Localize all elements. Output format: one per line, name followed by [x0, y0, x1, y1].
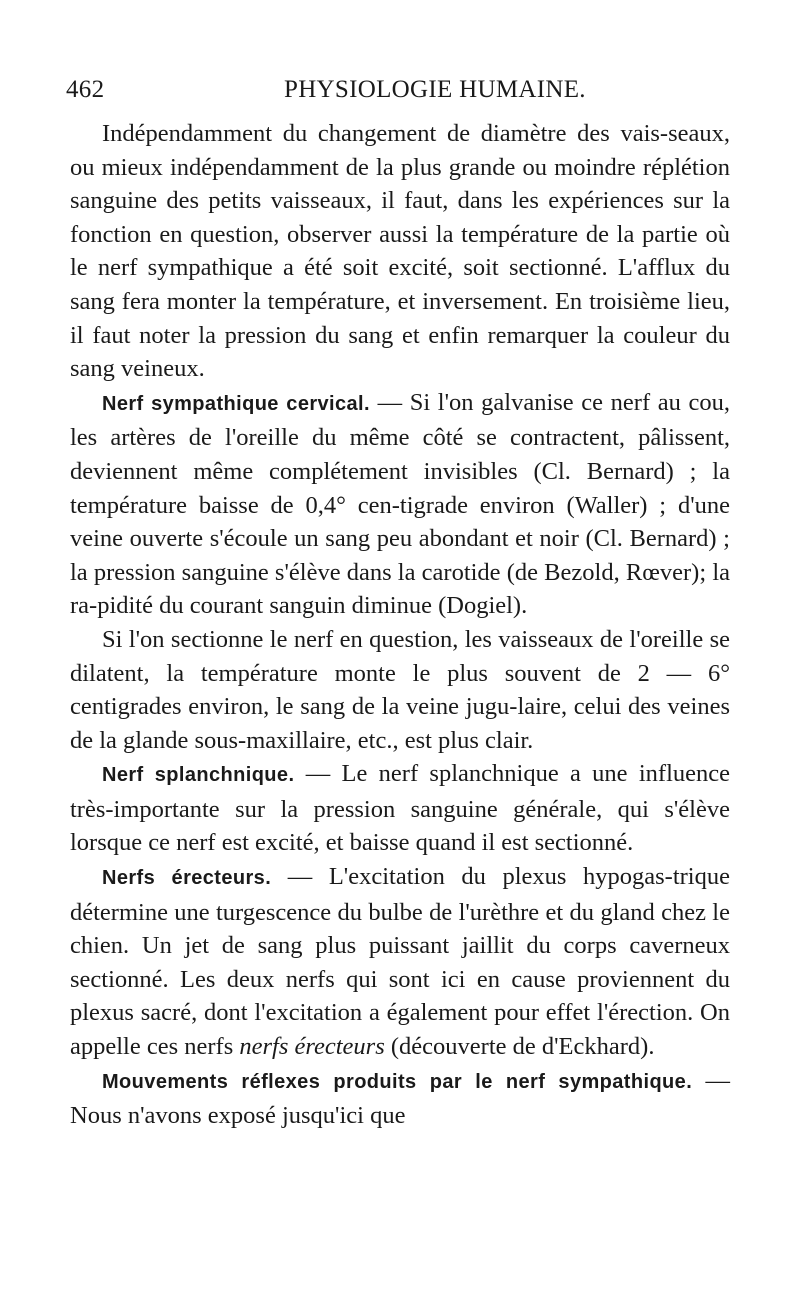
paragraph-text: (découverte de d'Eckhard). — [384, 1033, 655, 1061]
page-number: 462 — [66, 76, 105, 103]
paragraph-text: Indépendamment du changement de diamètre des vais-seaux, ou mieux indépendamment de la plus grande ou moindre réplétion sanguine des petits vaisseaux, il faut, dans les expériences sur la fonction en question, observer aussi la température de la partie où le nerf sympathique a été soit excité, soit sectionné. L'afflux du sang fera monter la température, et inversement. En troisième lieu, il faut noter la pression du sang et enfin remarquer la couleur du sang veineux. — [70, 120, 730, 383]
section-heading: Nerf sympathique cervical. — [102, 392, 370, 415]
paragraph-text: — Nous n'avons exposé jusqu'ici que — [70, 1066, 730, 1130]
section-heading: Nerf splanchnique. — [102, 764, 295, 787]
paragraph-text: — Le nerf splanchnique a une influence très-importante sur la pression sanguine générale, qui s'élève lorsque ce nerf est excité, et baisse quand il est sectionné. — [70, 760, 731, 857]
paragraph-reflex-movements — [70, 1064, 730, 1133]
running-header — [66, 76, 722, 110]
running-title: PHYSIOLOGIE HUMAINE. — [284, 76, 586, 103]
emphasized-term: nerfs érecteurs — [239, 1033, 385, 1061]
section-heading: Mouvements réflexes produits par le nerf sympathique. — [102, 1070, 693, 1093]
paragraph-intro — [70, 117, 730, 386]
paragraph-text: Si l'on sectionne le nerf en question, les vaisseaux de l'oreille se dilatent, la température monte le plus souvent de 2 — 6° centigrades environ, le sang de la veine jugu-laire, celui des veines de la glande sous-maxillaire, etc., est plus clair. — [70, 625, 730, 754]
paragraph-text: — L'excitation du plexus hypogas-trique détermine une turgescence du bulbe de l'urèthre et du gland chez le chien. Un jet de sang plus puissant jaillit du corps caverneux sectionné. Les deux nerfs qui sont ici en cause proviennent du plexus sacré, dont l'excitation a également pour effet l'érection. On appelle ces nerfs — [70, 863, 730, 1061]
paragraph-text: — Si l'on galvanise ce nerf au cou, les artères de l'oreille du même côté se contractent, pâlissent, deviennent même complétement invisibles (Cl. Bernard) ; la température baisse de 0,4° cen-tigrade environ (Waller) ; d'une veine ouverte s'écoule un sang peu abondant et noir (Cl. Bernard) ; la pression sanguine s'élève dans la carotide (de Bezold, Rœver); la ra-pidité du courant sanguin diminue (Dogiel). — [70, 388, 730, 620]
paragraph-erector-nerves — [70, 860, 730, 1064]
paragraph-section-effects — [70, 623, 730, 757]
paragraph-splanchnic — [70, 757, 730, 860]
body-text — [70, 117, 730, 1133]
section-heading: Nerfs érecteurs. — [102, 867, 272, 890]
paragraph-sympathetic-cervical — [70, 386, 730, 623]
